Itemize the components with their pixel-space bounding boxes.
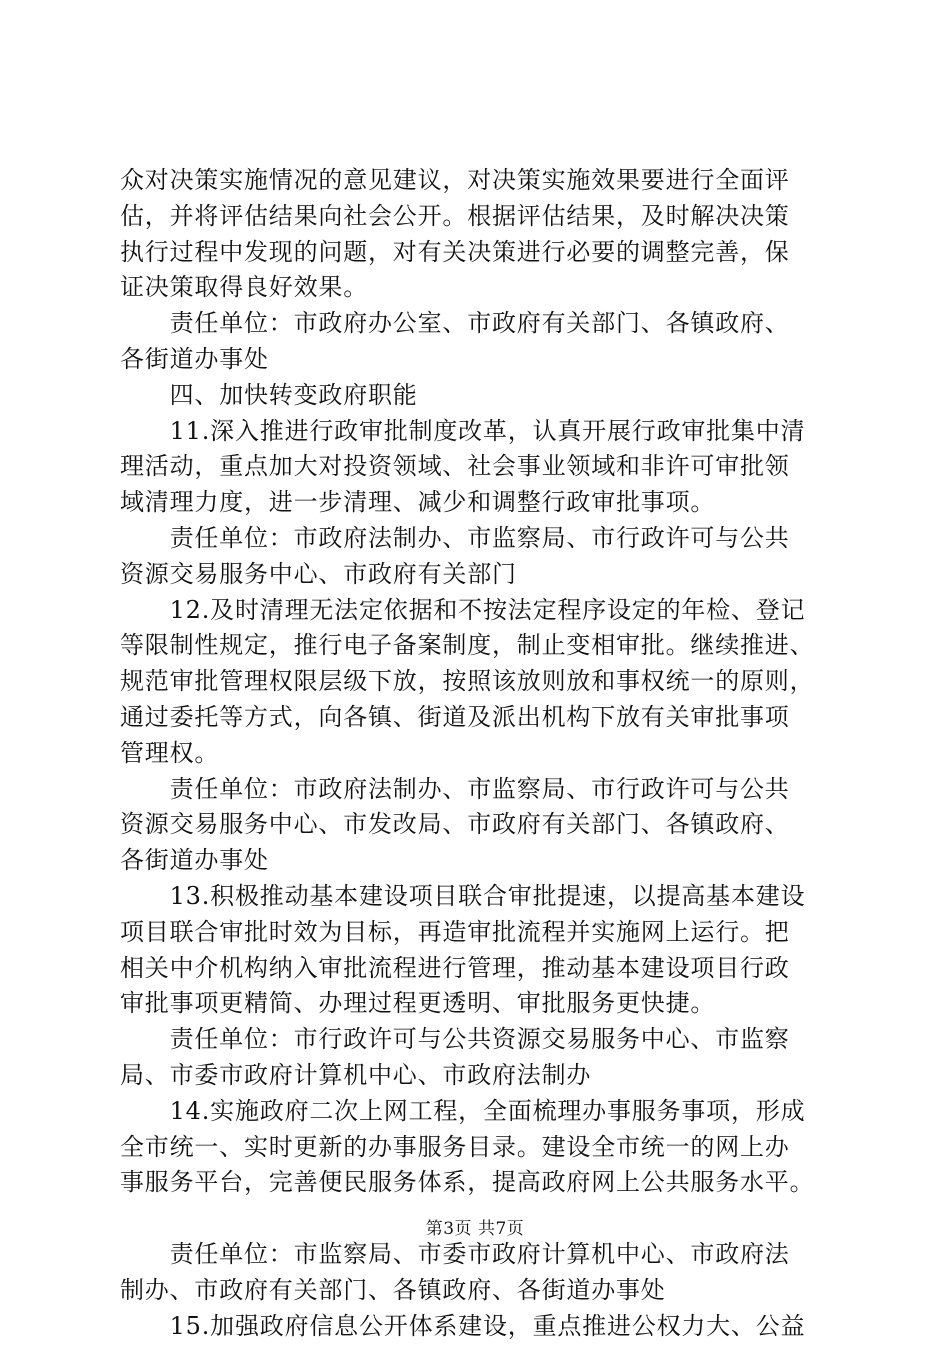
text-line: 14.实施政府二次上网工程，全面梳理办事服务事项，形成	[120, 1096, 806, 1125]
text-line: 等限制性规定，推行电子备案制度，制止变相审批。继续推进、	[120, 631, 815, 660]
text-line: 证决策取得良好效果。	[120, 273, 368, 302]
text-line: 估，并将评估结果向社会公开。根据评估结果，及时解决决策	[120, 201, 790, 230]
text-line: 责任单位：市政府办公室、市政府有关部门、各镇政府、	[120, 309, 790, 338]
page-number-footer: 第3页 共7页	[425, 1219, 525, 1239]
text-line: 执行过程中发现的问题，对有关决策进行必要的调整完善，保	[120, 237, 790, 266]
text-line: 责任单位：市监察局、市委市政府计算机中心、市政府法	[120, 1240, 790, 1269]
text-line: 局、市委市政府计算机中心、市政府法制办	[120, 1060, 592, 1089]
document-body	[120, 163, 840, 1345]
text-line: 各街道办事处	[120, 846, 269, 875]
text-line: 众对决策实施情况的意见建议，对决策实施效果要进行全面评	[120, 166, 790, 194]
text-line: 审批事项更精简、办理过程更透明、审批服务更快捷。	[120, 989, 716, 1018]
text-line: 规范审批管理权限层级下放，按照该放则放和事权统一的原则，	[120, 667, 815, 696]
text-line: 资源交易服务中心、市政府有关部门	[120, 559, 517, 588]
text-line: 11.深入推进行政审批制度改革，认真开展行政审批集中清	[120, 416, 806, 445]
text-line: 管理权。	[120, 738, 220, 767]
text-line: 制办、市政府有关部门、各镇政府、各街道办事处	[120, 1275, 666, 1304]
text-line: 通过委托等方式，向各镇、街道及派出机构下放有关审批事项	[120, 702, 790, 731]
text-line: 责任单位：市行政许可与公共资源交易服务中心、市监察	[120, 1025, 790, 1054]
text-line: 资源交易服务中心、市发改局、市政府有关部门、各镇政府、	[120, 810, 790, 839]
text-line: 13.积极推动基本建设项目联合审批提速，以提高基本建设	[120, 881, 806, 910]
text-line: 域清理力度，进一步清理、减少和调整行政审批事项。	[120, 488, 716, 517]
text-line: 理活动，重点加大对投资领域、社会事业领域和非许可审批领	[120, 452, 790, 481]
text-line: 事服务平台，完善便民服务体系，提高政府网上公共服务水平。	[120, 1168, 815, 1197]
text-line: 相关中介机构纳入审批流程进行管理，推动基本建设项目行政	[120, 953, 790, 982]
text-line: 责任单位：市政府法制办、市监察局、市行政许可与公共	[120, 523, 790, 552]
text-line: 15.加强政府信息公开体系建设，重点推进公权力大、公益	[120, 1311, 806, 1340]
text-line: 全市统一、实时更新的办事服务目录。建设全市统一的网上办	[120, 1132, 790, 1161]
section-heading: 四、加快转变政府职能	[120, 380, 418, 409]
text-line: 责任单位：市政府法制办、市监察局、市行政许可与公共	[120, 774, 790, 803]
text-line: 项目联合审批时效为目标，再造审批流程并实施网上运行。把	[120, 917, 790, 946]
text-line: 12.及时清理无法定依据和不按法定程序设定的年检、登记	[120, 595, 806, 624]
text-line: 各街道办事处	[120, 344, 269, 373]
